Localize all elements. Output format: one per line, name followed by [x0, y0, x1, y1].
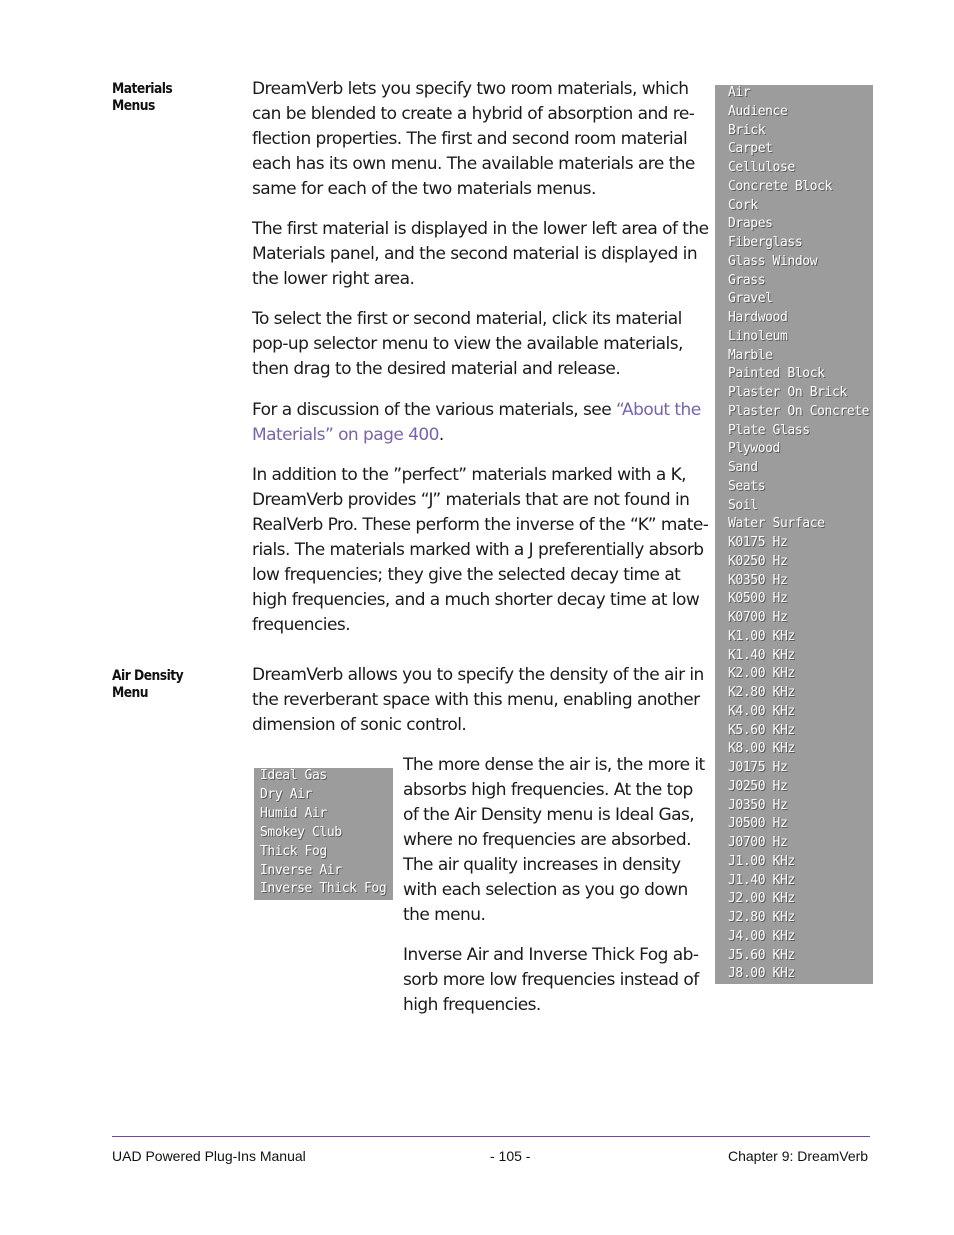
materials-paragraph-5 — [252, 463, 708, 638]
paragraph-line: each has its own menu. The available materials are the — [252, 154, 695, 174]
menu-item[interactable]: Glass Window — [728, 253, 818, 269]
footer-manual-title: UAD Powered Plug-Ins Manual — [112, 1148, 306, 1164]
menu-item[interactable]: J2.00 KHz — [728, 891, 795, 907]
menu-item[interactable]: J4.00 KHz — [728, 928, 795, 944]
paragraph-line: To select the first or second material, click its material — [252, 309, 682, 329]
menu-item[interactable]: J2.80 KHz — [728, 910, 795, 925]
paragraph-line: The air quality increases in density — [403, 855, 681, 875]
air-density-paragraph-2 — [403, 753, 705, 928]
menu-item[interactable]: K0250 Hz — [728, 553, 788, 569]
menu-item[interactable]: Drapes — [728, 216, 773, 232]
menu-item[interactable]: Gravel — [728, 291, 773, 307]
paragraph-line: the reverberant space with this menu, enabling another — [252, 690, 700, 710]
paragraph-line: Inverse Air and Inverse Thick Fog ab- — [403, 945, 699, 965]
menu-item[interactable]: Plywood — [728, 441, 780, 457]
paragraph-line: The more dense the air is, the more it — [403, 755, 705, 775]
paragraph-line: can be blended to create a hybrid of absorption and re- — [252, 104, 695, 124]
menu-item[interactable]: K2.00 KHz — [728, 666, 795, 682]
paragraph-line: dimension of sonic control. — [252, 715, 467, 735]
menu-item[interactable]: Cellulose — [728, 160, 795, 175]
menu-item[interactable]: Dry Air — [260, 786, 312, 802]
materials-p4-prefix: For a discussion of the various materials, see — [252, 400, 616, 420]
menu-item[interactable]: J1.40 KHz — [728, 872, 795, 888]
menu-item[interactable]: Audience — [728, 103, 788, 119]
paragraph-line: where no frequencies are absorbed. — [403, 830, 691, 850]
menu-item[interactable]: K0350 Hz — [728, 572, 788, 588]
menu-item[interactable]: J1.00 KHz — [728, 853, 795, 869]
menu-item[interactable]: Thick Fog — [260, 843, 327, 859]
menu-item[interactable]: Cork — [728, 197, 758, 213]
paragraph-line: the menu. — [403, 905, 486, 925]
paragraph-line: of the Air Density menu is Ideal Gas, — [403, 805, 695, 825]
menu-item[interactable]: Inverse Thick Fog — [260, 881, 387, 897]
materials-menus-heading: Materials Menus — [112, 81, 173, 114]
menu-item[interactable]: Carpet — [728, 141, 773, 157]
about-materials-link[interactable]: “About the — [615, 400, 701, 420]
menu-item[interactable]: K2.80 KHz — [728, 685, 795, 700]
menu-item[interactable]: K0700 Hz — [728, 610, 788, 625]
air-density-paragraph-1 — [252, 663, 704, 738]
about-materials-link-continued[interactable]: Materials” on page 400 — [252, 425, 439, 445]
menu-item[interactable]: Soil — [728, 497, 758, 513]
paragraph-line: flection properties. The first and second room material — [252, 129, 688, 149]
menu-item[interactable]: Plate Glass — [728, 422, 810, 438]
menu-item[interactable]: J0250 Hz — [728, 778, 788, 794]
materials-paragraph-2 — [252, 217, 708, 292]
paragraph-line: absorbs high frequencies. At the top — [403, 780, 693, 800]
menu-item[interactable]: Ideal Gas — [260, 768, 327, 783]
materials-p4-suffix: . — [438, 425, 444, 445]
paragraph-line: with each selection as you go down — [403, 880, 688, 900]
paragraph-line: RealVerb Pro. These perform the inverse of the “K” mate- — [252, 515, 709, 535]
materials-paragraph-3 — [252, 307, 683, 382]
materials-paragraph-1 — [252, 77, 695, 202]
menu-item[interactable]: Air — [728, 85, 751, 100]
paragraph-line: The first material is displayed in the lower left area of the — [252, 219, 709, 239]
air-density-popup-menu — [254, 768, 393, 900]
menu-item[interactable]: J0500 Hz — [728, 816, 788, 832]
paragraph-line: high frequencies, and a much shorter decay time at low — [252, 590, 700, 610]
paragraph-line: low frequencies; they give the selected decay time at — [252, 565, 681, 585]
paragraph-line: In addition to the ”perfect” materials marked with a K, — [252, 465, 687, 485]
menu-item[interactable]: Brick — [728, 122, 766, 138]
menu-item[interactable]: Marble — [728, 347, 773, 363]
menu-item[interactable]: Linoleum — [728, 328, 788, 344]
paragraph-line: sorb more low frequencies instead of — [403, 970, 699, 990]
menu-item[interactable]: K1.40 KHz — [728, 647, 795, 663]
air-density-heading-line-1: Air Density — [112, 668, 184, 684]
menu-item[interactable]: Seats — [728, 478, 766, 494]
air-density-heading-line-2: Menu — [112, 685, 149, 701]
menu-item[interactable]: Fiberglass — [728, 235, 803, 250]
menu-item[interactable]: K8.00 KHz — [728, 741, 795, 757]
air-density-paragraph-3 — [403, 943, 699, 1018]
footer-rule — [112, 1136, 870, 1137]
menu-item[interactable]: Grass — [728, 272, 766, 288]
menu-item[interactable]: Concrete Block — [728, 178, 832, 194]
menu-item[interactable]: K4.00 KHz — [728, 703, 795, 719]
menu-item[interactable]: Water Surface — [728, 516, 825, 532]
menu-item[interactable]: K5.60 KHz — [728, 722, 795, 738]
paragraph-line: then drag to the desired material and release. — [252, 359, 621, 379]
paragraph-line: rials. The materials marked with a J preferentially absorb — [252, 540, 704, 560]
menu-item[interactable]: K1.00 KHz — [728, 628, 795, 644]
paragraph-line: the lower right area. — [252, 269, 415, 289]
menu-item[interactable]: Plaster On Brick — [728, 385, 847, 400]
menu-item[interactable]: Painted Block — [728, 366, 825, 382]
paragraph-line: DreamVerb provides “J” materials that are not found in — [252, 490, 690, 510]
menu-item[interactable]: J0700 Hz — [728, 835, 788, 850]
menu-item[interactable]: Sand — [728, 460, 758, 475]
menu-item[interactable]: J0350 Hz — [728, 797, 788, 813]
menu-item[interactable]: Inverse Air — [260, 862, 342, 878]
menu-item[interactable]: Plaster On Concrete — [728, 403, 870, 419]
paragraph-line: high frequencies. — [403, 995, 541, 1015]
footer-page-number: - 105 - — [490, 1148, 531, 1164]
menu-item[interactable]: Smokey Club — [260, 824, 342, 840]
menu-item[interactable]: Humid Air — [260, 805, 327, 821]
paragraph-line: frequencies. — [252, 615, 351, 635]
air-density-heading — [112, 668, 218, 702]
paragraph-line: DreamVerb allows you to specify the density of the air in — [252, 665, 704, 685]
materials-paragraph-4 — [252, 398, 701, 448]
menu-item[interactable]: J5.60 KHz — [728, 947, 795, 963]
menu-item[interactable]: J0175 Hz — [728, 760, 788, 775]
footer-chapter: Chapter 9: DreamVerb — [728, 1148, 869, 1164]
menu-item[interactable]: J8.00 KHz — [728, 966, 795, 982]
paragraph-line: same for each of the two materials menus. — [252, 179, 596, 199]
menu-item[interactable]: Hardwood — [728, 310, 788, 325]
menu-item[interactable]: K0500 Hz — [728, 591, 788, 607]
paragraph-line: Materials panel, and the second material is displayed in — [252, 244, 698, 264]
paragraph-line: pop-up selector menu to view the available materials, — [252, 334, 683, 354]
paragraph-line: DreamVerb lets you specify two room materials, which — [252, 79, 689, 99]
menu-item[interactable]: K0175 Hz — [728, 535, 788, 550]
materials-popup-menu — [715, 85, 873, 984]
